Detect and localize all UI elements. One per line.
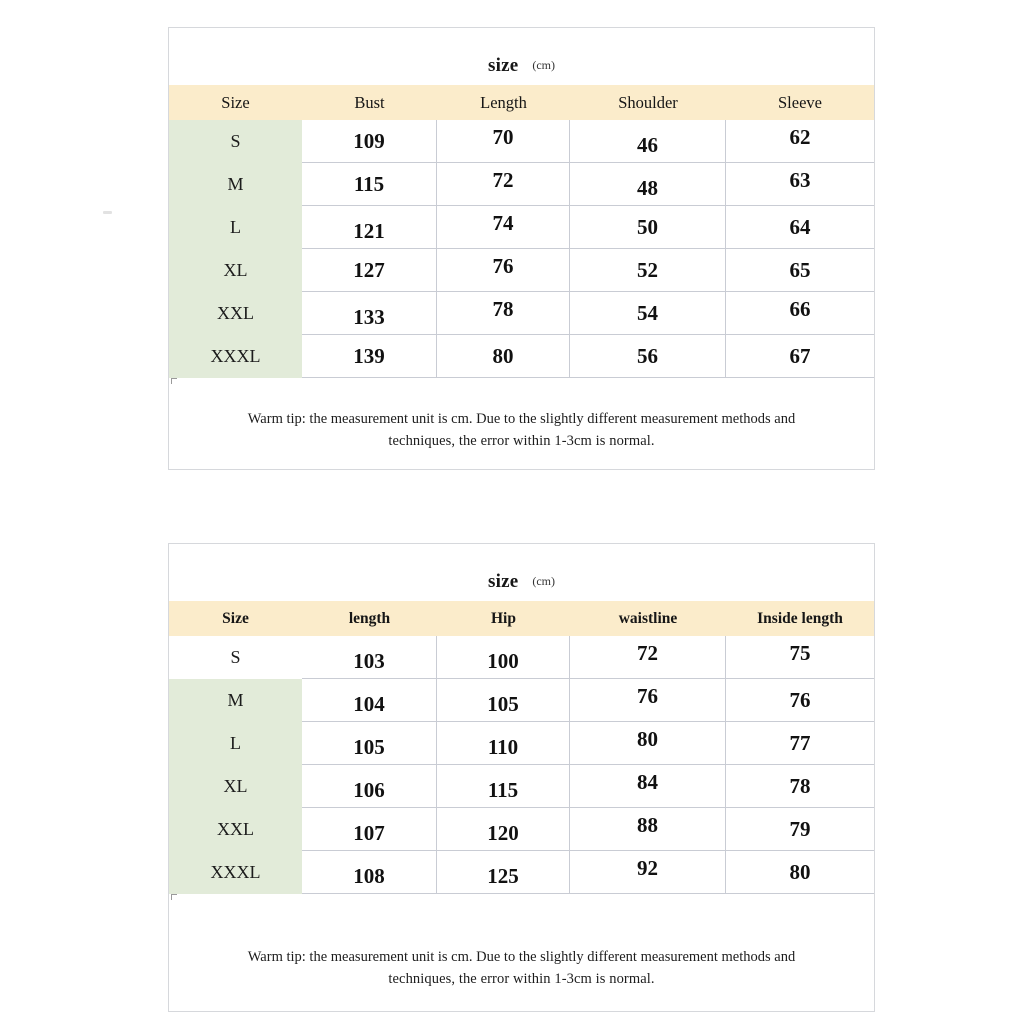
table-row (169, 765, 874, 808)
cell-length (302, 722, 437, 765)
table-row (169, 851, 874, 894)
warm-tip-note (169, 378, 874, 469)
cell-sleeve (726, 292, 874, 335)
cell-value: 74 (492, 210, 514, 235)
cell-shoulder (570, 292, 726, 335)
table-body (169, 120, 874, 378)
table-row (169, 636, 874, 679)
cell-size: S (169, 636, 302, 679)
cell-sleeve (726, 120, 874, 163)
size-chart-top (168, 27, 875, 470)
cell-waistline (570, 851, 726, 894)
cell-value: 105 (487, 691, 519, 716)
cell-sleeve (726, 206, 874, 249)
table-row (169, 206, 874, 249)
table-header-row (169, 85, 874, 120)
table-row (169, 679, 874, 722)
chart-title-unit: (cm) (532, 574, 555, 588)
cell-size: XL (169, 249, 302, 292)
cell-shoulder (570, 163, 726, 206)
cell-length (302, 765, 437, 808)
cell-length (302, 851, 437, 894)
cell-inside-length (726, 679, 874, 722)
cell-value: 103 (353, 648, 385, 673)
cell-value: 121 (353, 218, 385, 243)
cell-hip (437, 722, 570, 765)
column-header-size: Size (221, 92, 250, 112)
cell-value: 46 (637, 132, 658, 157)
table-row (169, 722, 874, 765)
cell-size: XXXL (169, 851, 302, 894)
cell-shoulder (570, 120, 726, 163)
cell-value: 110 (487, 734, 519, 759)
cell-value: 78 (789, 773, 811, 798)
table-row (169, 163, 874, 206)
column-header-inside-length: Inside length (757, 609, 843, 627)
cell-shoulder (570, 249, 726, 292)
cell-hip (437, 765, 570, 808)
cell-value: 70 (492, 124, 514, 149)
cell-waistline (570, 808, 726, 851)
cell-length (437, 249, 570, 292)
table-body (169, 636, 874, 894)
cell-value: 76 (492, 253, 514, 278)
cell-value: 72 (637, 640, 658, 665)
cell-value: 139 (353, 343, 385, 368)
cell-inside-length (726, 722, 874, 765)
cell-size: XXL (169, 808, 302, 851)
cell-value: 120 (487, 820, 519, 845)
cell-value: 92 (637, 855, 658, 880)
cell-waistline (570, 765, 726, 808)
cell-length (437, 292, 570, 335)
cell-value: 52 (637, 257, 658, 282)
scan-tick-artifact (171, 894, 177, 900)
cell-value: 66 (789, 296, 811, 321)
warm-tip-line-1: Warm tip: the measurement unit is cm. Due to the slightly different measurement methods and (247, 949, 796, 965)
cell-value: 133 (353, 304, 385, 329)
cell-value: 125 (487, 863, 519, 888)
cell-length (302, 636, 437, 679)
chart-title: size (488, 571, 519, 592)
cell-hip (437, 679, 570, 722)
warm-tip-line-1: Warm tip: the measurement unit is cm. Due to the slightly different measurement methods and (247, 411, 796, 427)
cell-value: 104 (353, 691, 385, 716)
scan-speck-artifact (103, 211, 112, 214)
cell-inside-length (726, 808, 874, 851)
cell-size: M (169, 679, 302, 722)
cell-bust (302, 206, 437, 249)
cell-length (437, 163, 570, 206)
cell-value: 63 (789, 167, 811, 192)
cell-sleeve (726, 163, 874, 206)
cell-value: 80 (789, 859, 811, 884)
chart-title-band (169, 544, 874, 601)
cell-value: 106 (353, 777, 385, 802)
cell-value: 76 (637, 683, 658, 708)
cell-value: 72 (492, 167, 514, 192)
cell-length (437, 335, 570, 378)
table-row (169, 249, 874, 292)
table-row (169, 808, 874, 851)
cell-waistline (570, 679, 726, 722)
column-header-size: Size (222, 609, 249, 627)
cell-size: S (169, 120, 302, 163)
column-header-sleeve: Sleeve (778, 92, 822, 112)
cell-value: 107 (353, 820, 385, 845)
scan-tick-artifact (171, 378, 177, 384)
cell-length (437, 120, 570, 163)
chart-title-band (169, 28, 874, 85)
cell-size: M (169, 163, 302, 206)
column-header-hip: Hip (491, 609, 516, 627)
cell-value: 56 (637, 343, 658, 368)
cell-shoulder (570, 206, 726, 249)
chart-title: size (488, 55, 519, 76)
cell-value: 80 (492, 343, 514, 368)
cell-bust (302, 335, 437, 378)
cell-inside-length (726, 851, 874, 894)
size-chart-bottom (168, 543, 875, 1012)
cell-hip (437, 851, 570, 894)
cell-length (437, 206, 570, 249)
cell-inside-length (726, 765, 874, 808)
table-row (169, 120, 874, 163)
column-header-waistline: waistline (618, 609, 678, 627)
cell-inside-length (726, 636, 874, 679)
cell-value: 105 (353, 734, 385, 759)
cell-hip (437, 636, 570, 679)
cell-size: XXXL (169, 335, 302, 378)
cell-size: L (169, 206, 302, 249)
cell-shoulder (570, 335, 726, 378)
cell-value: 88 (637, 812, 658, 837)
cell-value: 50 (637, 214, 658, 239)
cell-length (302, 679, 437, 722)
cell-value: 80 (637, 726, 658, 751)
table-header-row (169, 601, 874, 636)
cell-value: 115 (353, 171, 385, 196)
cell-bust (302, 163, 437, 206)
table-row (169, 292, 874, 335)
cell-value: 75 (789, 640, 811, 665)
cell-size: XL (169, 765, 302, 808)
cell-bust (302, 292, 437, 335)
cell-value: 108 (353, 863, 385, 888)
column-header-length: Length (480, 92, 527, 112)
cell-value: 65 (789, 257, 811, 282)
cell-bust (302, 120, 437, 163)
warm-tip-note (169, 894, 874, 1011)
cell-size: L (169, 722, 302, 765)
cell-value: 62 (789, 124, 811, 149)
cell-value: 84 (637, 769, 658, 794)
column-header-length: length (348, 609, 391, 627)
chart-title-unit: (cm) (532, 58, 555, 72)
cell-value: 76 (789, 687, 811, 712)
cell-bust (302, 249, 437, 292)
cell-value: 48 (637, 175, 658, 200)
cell-value: 79 (789, 816, 811, 841)
warm-tip-line-2: techniques, the error within 1-3cm is normal. (388, 971, 655, 988)
cell-value: 77 (789, 730, 811, 755)
cell-hip (437, 808, 570, 851)
cell-waistline (570, 636, 726, 679)
cell-waistline (570, 722, 726, 765)
warm-tip-line-2: techniques, the error within 1-3cm is normal. (388, 433, 655, 450)
cell-value: 67 (789, 343, 811, 368)
column-header-shoulder: Shoulder (618, 92, 678, 112)
cell-value: 54 (637, 300, 658, 325)
cell-sleeve (726, 249, 874, 292)
cell-value: 109 (353, 128, 385, 153)
cell-value: 64 (789, 214, 811, 239)
cell-value: 78 (492, 296, 514, 321)
cell-sleeve (726, 335, 874, 378)
table-row (169, 335, 874, 378)
cell-value: 127 (353, 257, 385, 282)
cell-length (302, 808, 437, 851)
cell-value: 100 (487, 648, 519, 673)
column-header-bust: Bust (354, 92, 385, 112)
cell-size: XXL (169, 292, 302, 335)
cell-value: 115 (487, 777, 519, 802)
